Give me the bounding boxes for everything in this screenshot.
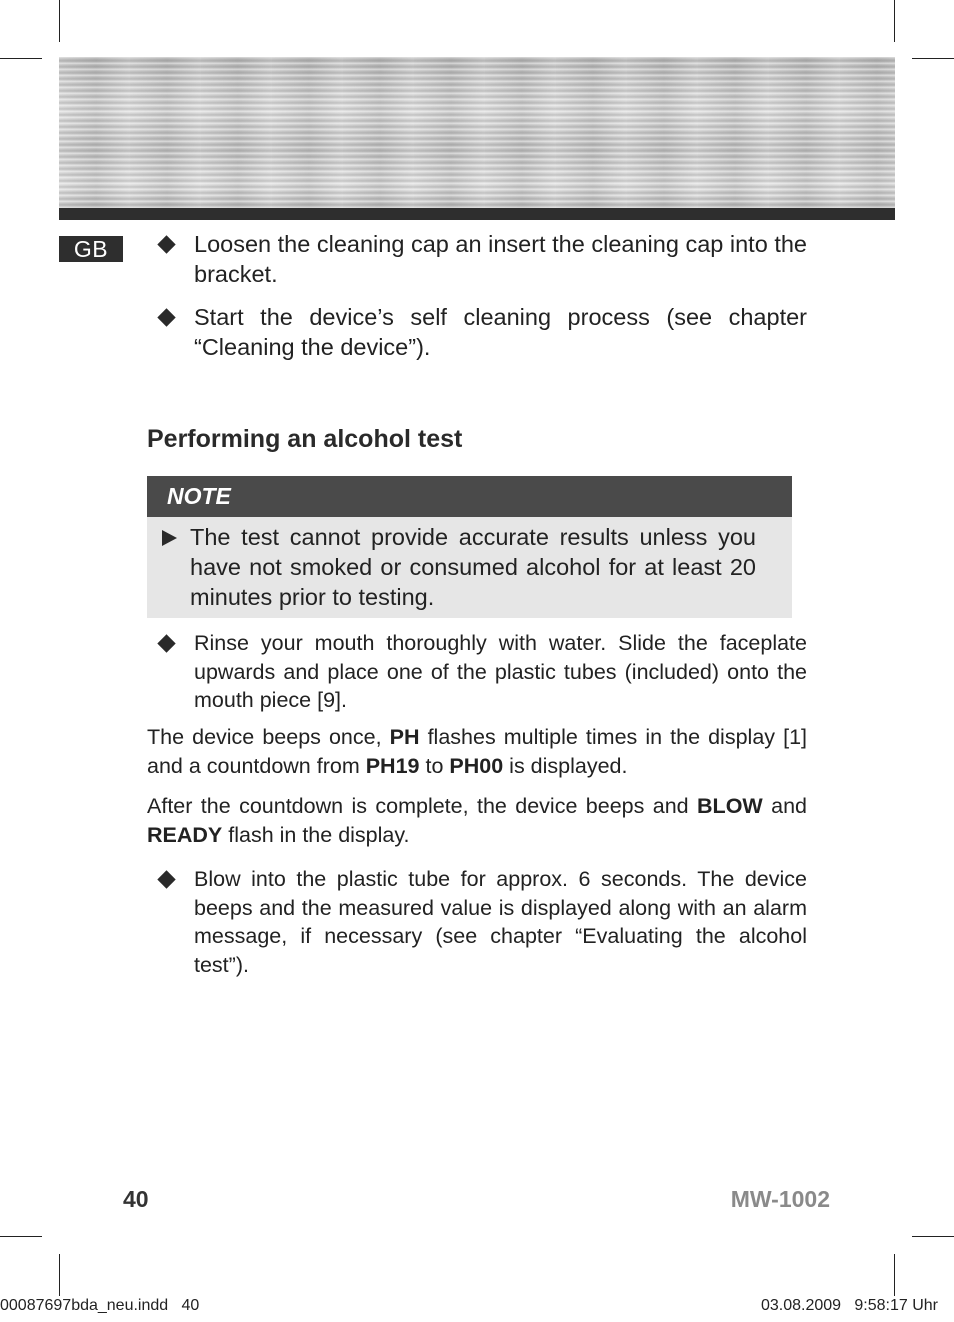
- bullet-text: Start the device’s self cleaning process (see chapter “Cleaning the device”).: [194, 304, 807, 360]
- brushed-metal-header: [59, 57, 895, 208]
- diamond-bullet-icon: [157, 235, 175, 253]
- paragraph-countdown: [147, 792, 807, 850]
- crop-mark: [894, 1254, 895, 1296]
- bold-term: PH: [389, 725, 420, 749]
- section-heading: Performing an alcohol test: [147, 425, 463, 453]
- crop-mark: [912, 1236, 954, 1237]
- print-slug-date: 03.08.2009 9:58:17 Uhr: [760, 1297, 938, 1314]
- arrow-right-icon: [162, 530, 177, 546]
- text-run: to: [419, 754, 450, 778]
- bold-term: BLOW: [697, 794, 763, 818]
- bold-term: PH00: [449, 754, 504, 778]
- bullet-item: [147, 865, 807, 979]
- note-label: NOTE: [167, 483, 231, 509]
- crop-mark: [894, 0, 895, 42]
- note-body: [147, 517, 792, 618]
- print-slug-file: 00087697bda_neu.indd 40: [0, 1297, 200, 1314]
- text-run: flash in the display.: [222, 823, 410, 847]
- header-bar: [59, 208, 895, 220]
- text-run: After the countdown is complete, the device beeps and: [147, 794, 698, 818]
- diamond-bullet-icon: [157, 634, 175, 652]
- crop-mark: [0, 58, 42, 59]
- bold-term: READY: [147, 823, 223, 847]
- bullet-item: [147, 229, 807, 289]
- paragraph-beeps: [147, 723, 807, 781]
- crop-mark: [59, 1254, 60, 1296]
- bullet-text: Rinse your mouth thoroughly with water. Slide the faceplate upwards and place one of the plastic tubes (included) onto the mouth piece [9].: [194, 631, 807, 712]
- text-run: flashes multiple times in the display [1] and a countdown from: [147, 725, 808, 778]
- text-run: The device beeps once,: [147, 725, 390, 749]
- note-text: The test cannot provide accurate results unless you have not smoked or consumed alcohol for at least 20 minutes prior to testing.: [190, 524, 756, 610]
- crop-mark: [912, 58, 954, 59]
- bullet-text: Blow into the plastic tube for approx. 6 seconds. The device beeps and the measured value is displayed along with an alarm message, if necessary (see chapter “Evaluating the alcohol test”).: [194, 867, 807, 977]
- note-header: [147, 476, 792, 517]
- diamond-bullet-icon: [157, 870, 175, 888]
- bold-term: PH19: [365, 754, 420, 778]
- crop-mark: [59, 0, 60, 42]
- bullet-item: [147, 302, 807, 362]
- page-number: 40: [123, 1186, 149, 1212]
- text-run: is displayed.: [503, 754, 628, 778]
- crop-mark: [0, 1236, 42, 1237]
- text-run: and: [762, 794, 807, 818]
- diamond-bullet-icon: [157, 308, 175, 326]
- bullet-text: Loosen the cleaning cap an insert the cleaning cap into the bracket.: [194, 231, 807, 287]
- language-tab: GB: [59, 236, 123, 262]
- model-name: MW-1002: [730, 1186, 830, 1212]
- bullet-item: [147, 629, 807, 715]
